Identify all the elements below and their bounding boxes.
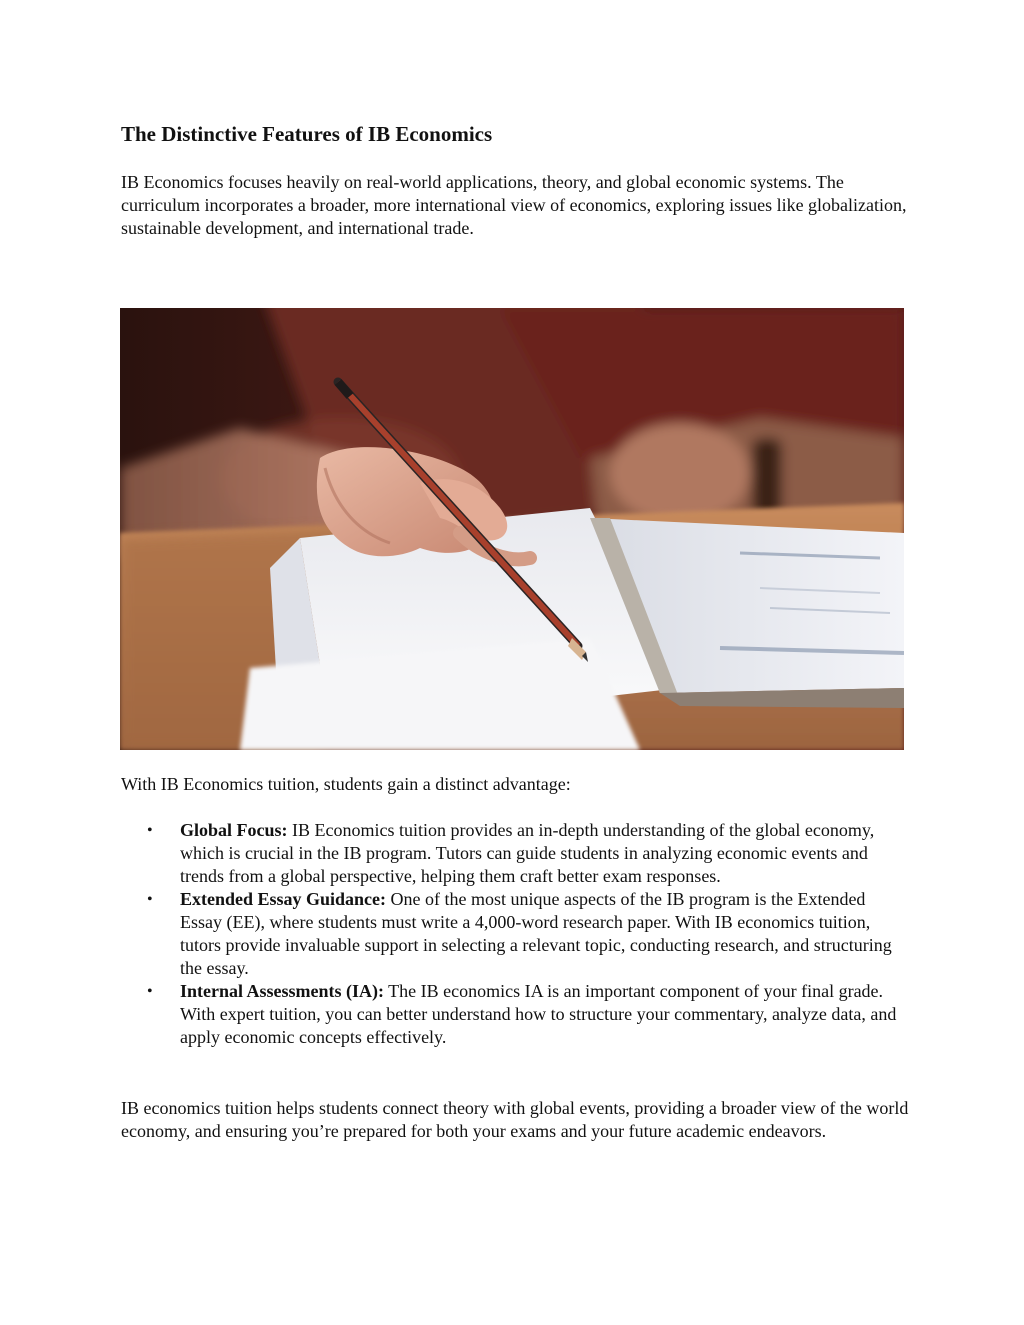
list-item-title: Internal Assessments (IA): xyxy=(180,981,384,1001)
advantages-list xyxy=(121,819,901,1049)
student-writing-photo xyxy=(120,308,904,750)
intro-paragraph: IB Economics focuses heavily on real-world applications, theory, and global economic systems. The curriculum incorporates a broader, more international view of economics, exploring issues like globalization, sustainable development, and international trade. xyxy=(121,172,907,238)
list-item-text: IB Economics tuition provides an in-depth understanding of the global economy, which is crucial in the IB program. Tutors can guide students in analyzing economic events and trends from a global perspective, helping them craft better exam responses. xyxy=(180,820,875,886)
list-item-text: The IB economics IA is an important component of your final grade. With expert tuition, you can better understand how to structure your commentary, analyze data, and apply economic concepts effectively. xyxy=(180,981,897,1047)
bullet-icon: • xyxy=(147,891,153,908)
bullet-icon: • xyxy=(147,983,153,1000)
bullet-icon: • xyxy=(147,822,153,839)
page-title: The Distinctive Features of IB Economics xyxy=(121,122,493,146)
list-item xyxy=(121,980,901,1049)
closing-paragraph: IB economics tuition helps students connect theory with global events, providing a broader view of the world economy, and ensuring you’re prepared for both your exams and your future academic endeavors. xyxy=(121,1098,909,1141)
list-item xyxy=(121,888,901,980)
list-item-title: Global Focus: xyxy=(180,820,288,840)
list-item-text: One of the most unique aspects of the IB program is the Extended Essay (EE), where students must write a 4,000-word research paper. With IB economics tuition, tutors provide invaluable support in selecting a relevant topic, conducting research, and structuring the essay. xyxy=(180,889,892,978)
list-item-title: Extended Essay Guidance: xyxy=(180,889,387,909)
list-item xyxy=(121,819,901,888)
advantages-lead: With IB Economics tuition, students gain a distinct advantage: xyxy=(121,774,571,794)
